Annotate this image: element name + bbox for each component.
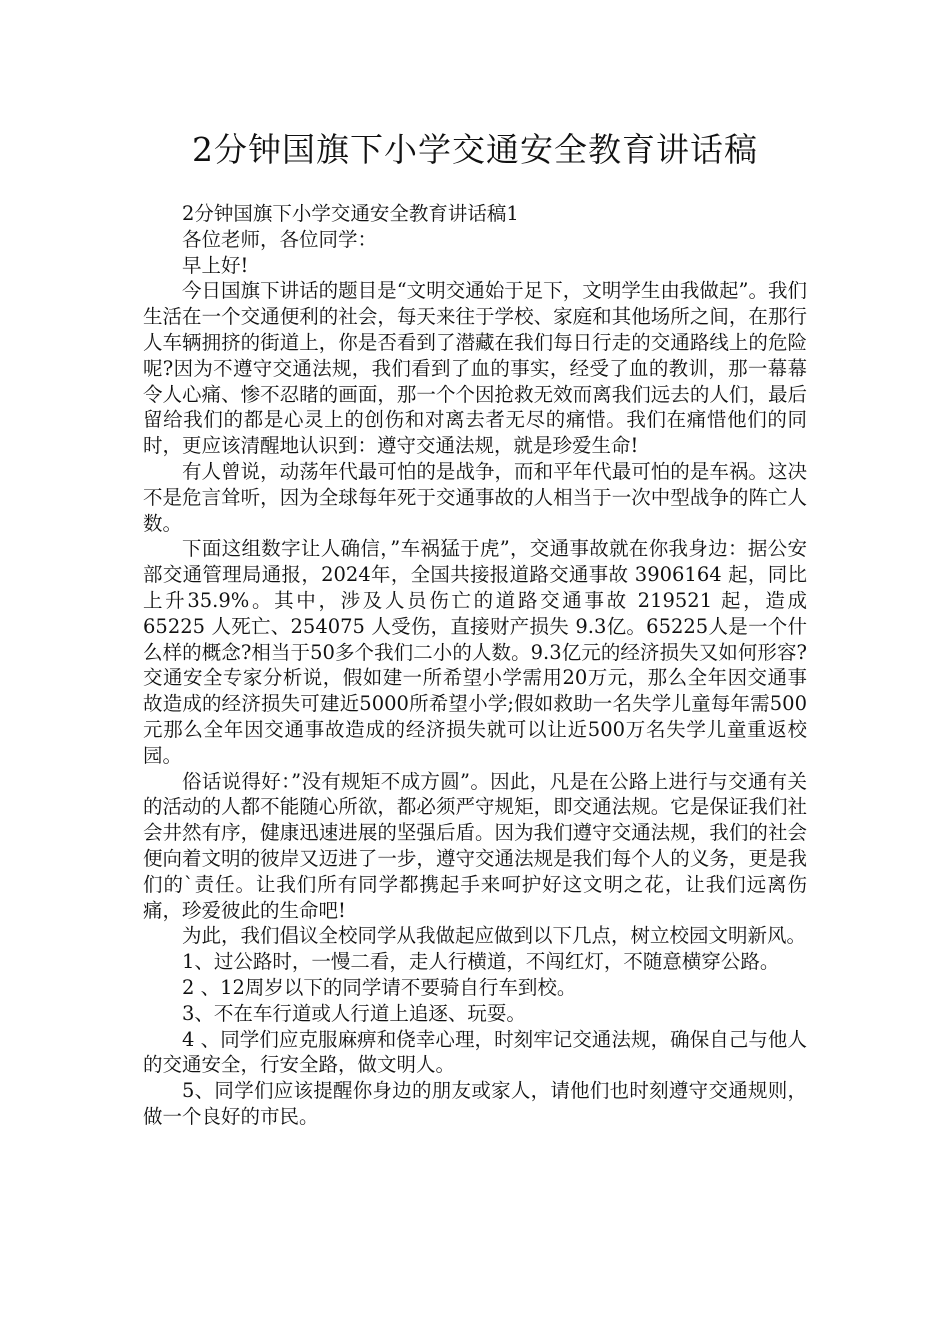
document-title: 2分钟国旗下小学交通安全教育讲话稿 — [192, 130, 758, 169]
document-page — [143, 127, 807, 1130]
salutation-paragraph: 各位老师，各位同学： — [182, 227, 378, 251]
list-item: 3、不在车行道或人行道上追逐、玩耍。 — [182, 1001, 526, 1025]
body-paragraph: 俗话说得好：”没有规矩不成方圆”。因此，凡是在公路上进行与交通有关的活动的人都不能随心所欲，都必须严守规矩，即交通法规。它是保证我们社会井然有序，健康迅速进展的坚强后盾。因为我们遵守交通法规，我们的社会便向着文明的彼岸又迈进了一步，遵守交通法规是我们每个人的义务，更是我们的`责任。让我们所有同学都携起手来呵护好这文明之花，让我们远离伤痛，珍爱彼此的生命吧! — [143, 769, 807, 922]
body-paragraph: 今日国旗下讲话的题目是“文明交通始于足下，文明学生由我做起”。我们生活在一个交通便利的社会，每天来往于学校、家庭和其他场所之间，在那行人车辆拥挤的街道上，你是否看到了潜藏在我们每日行走的交通路线上的危险呢?因为不遵守交通法规，我们看到了血的事实，经受了血的教训，那一幕幕令人心痛、惨不忍睹的画面，那一个个因抢救无效而离我们远去的人们，最后留给我们的都是心灵上的创伤和对离去者无尽的痛惜。我们在痛惜他们的同时，更应该清醒地认识到：遵守交通法规，就是珍爱生命! — [143, 279, 807, 458]
body-paragraph: 有人曾说，动荡年代最可怕的是战争，而和平年代最可怕的是车祸。这决不是危言耸听，因为全球每年死于交通事故的人相当于一次中型战争的阵亡人数。 — [143, 459, 807, 535]
greeting-paragraph: 早上好! — [182, 253, 249, 277]
list-item: 2 、12周岁以下的同学请不要骑自行车到校。 — [182, 975, 577, 999]
subtitle-paragraph: 2分钟国旗下小学交通安全教育讲话稿1 — [182, 202, 519, 225]
list-item: 1、过公路时，一慢二看，走人行横道，不闯红灯，不随意横穿公路。 — [182, 950, 780, 974]
body-paragraph: 为此，我们倡议全校同学从我做起应做到以下几点，树立校园文明新风。 — [182, 924, 807, 948]
list-item: 4 、同学们应克服麻痹和侥幸心理，时刻牢记交通法规，确保自己与他人的交通安全，行安全路，做文明人。 — [143, 1027, 807, 1077]
body-paragraph: 下面这组数字让人确信，”车祸猛于虎”，交通事故就在你我身边：据公安部交通管理局通报，2024年，全国共接报道路交通事故 3906164 起，同比上升35.9%。其中，涉及人员伤亡的道路交通事故 219521 起，造成 65225 人死亡、254075 人受伤，直接财产损失 9.3亿。65225人是一个什么样的概念?相当于50多个我们二小的人数。9.3亿元的经济损失又如何形容?交通安全专家分析说，假如建一所希望小学需用20万元，那么全年因交通事故造成的经济损失可建近5000所希望小学;假如救助一名失学儿童每年需500元那么全年因交通事故造成的经济损失就可以让近500万名失学儿童重返校园。 — [143, 537, 807, 767]
document-body — [143, 201, 807, 1130]
list-item: 5、同学们应该提醒你身边的朋友或家人，请他们也时刻遵守交通规则，做一个良好的市民。 — [143, 1079, 807, 1128]
